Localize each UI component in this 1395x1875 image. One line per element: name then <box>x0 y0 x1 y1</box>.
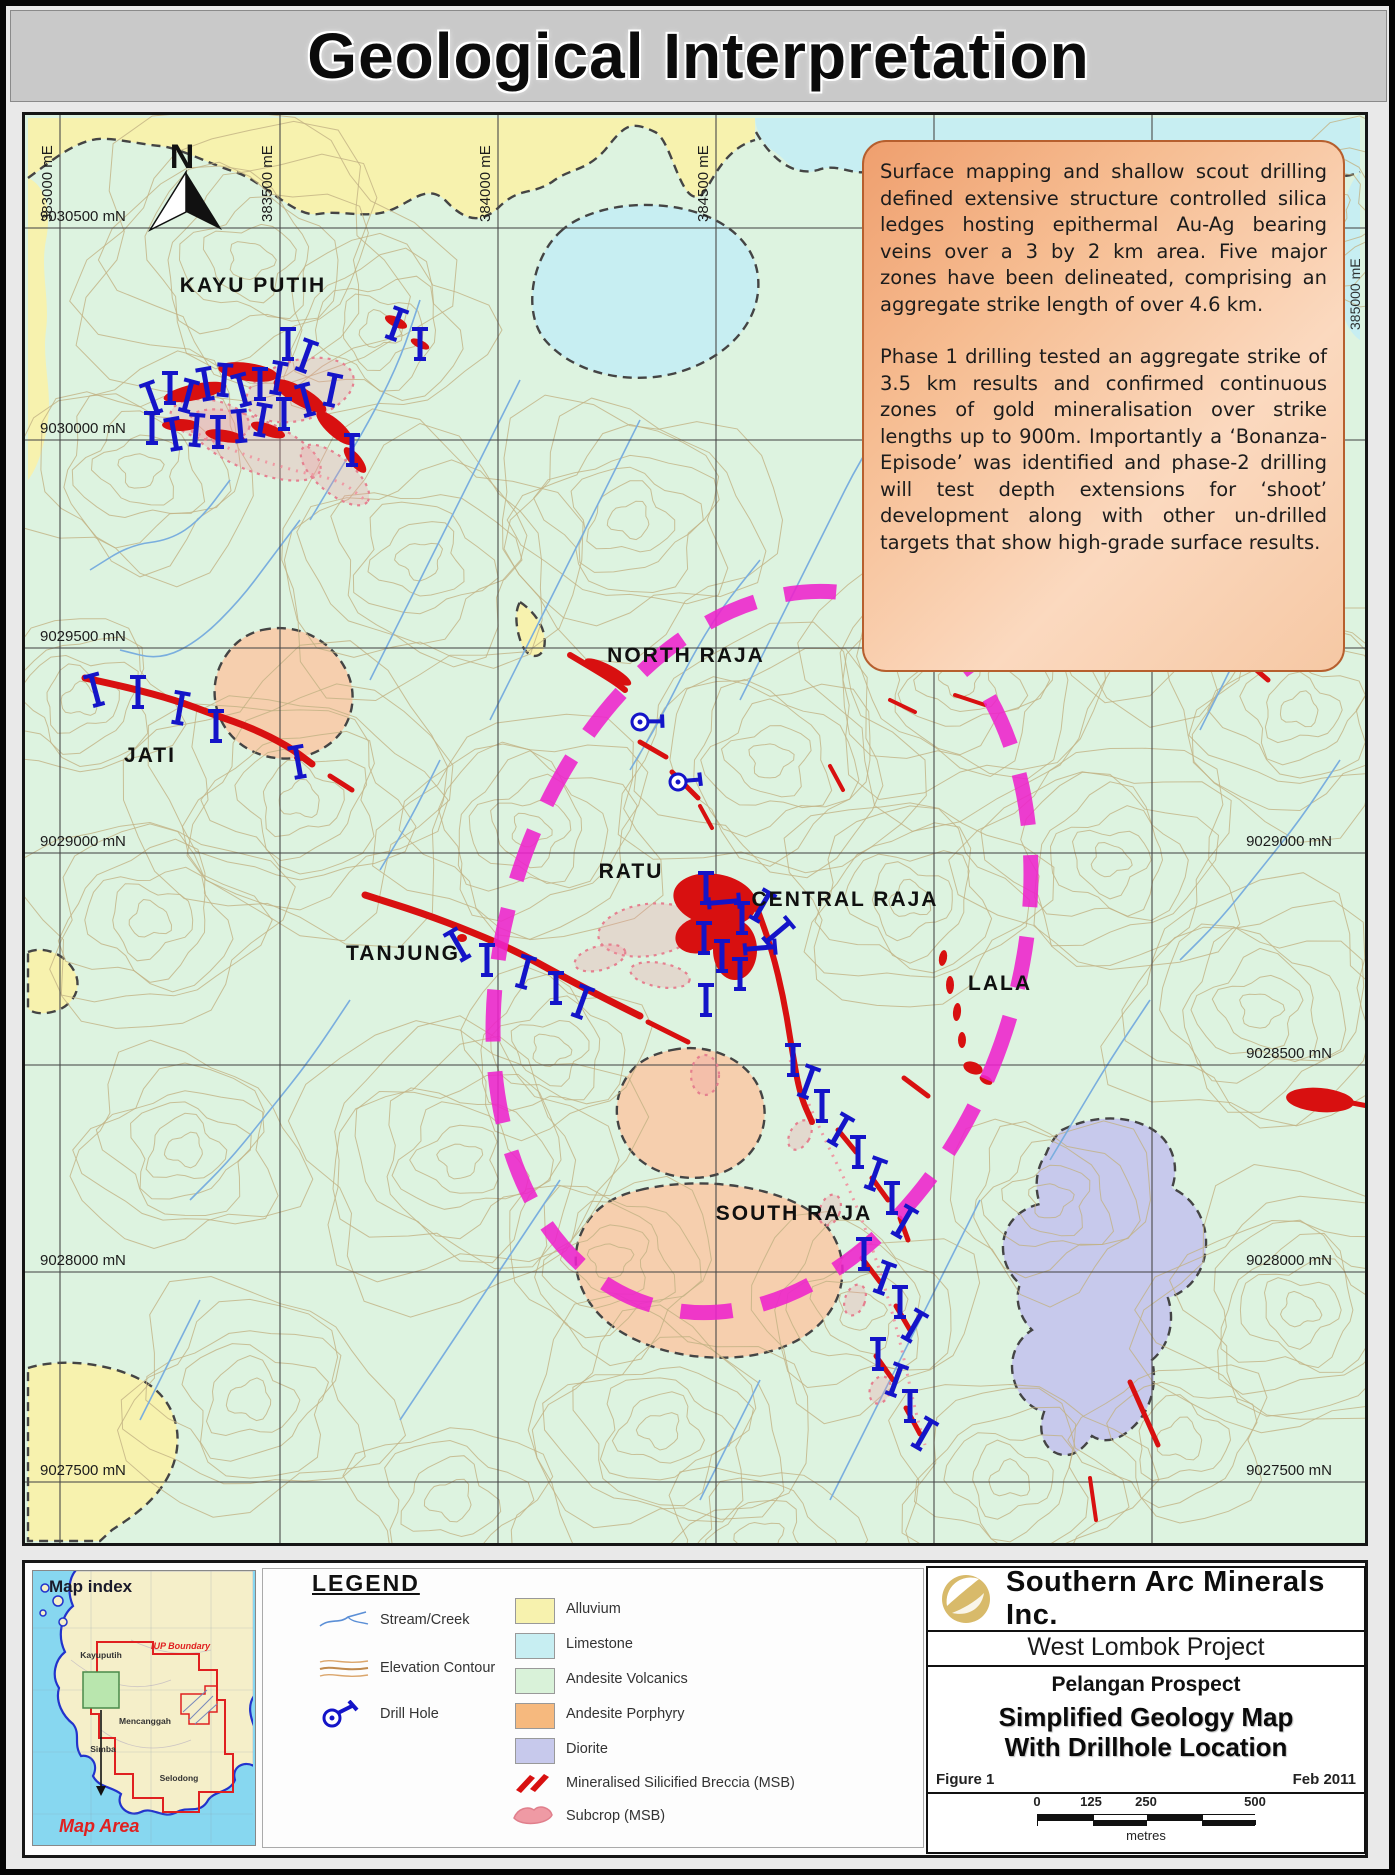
legend-label-stream-creek: Stream/Creek <box>380 1612 470 1628</box>
msb-icon <box>512 1770 556 1801</box>
zone-label-tanjung: TANJUNG <box>346 942 460 965</box>
northing-label: 9027500 mN <box>40 1462 126 1479</box>
legend-label-drill-hole: Drill Hole <box>380 1706 439 1722</box>
annotation-box <box>862 140 1345 672</box>
geology-porphyry-ratu <box>617 1048 765 1178</box>
legend-label-elevation-contour: Elevation Contour <box>380 1660 496 1676</box>
elevation-contour-icon <box>318 1656 370 1687</box>
northing-label: 9028500 mN <box>1246 1045 1332 1062</box>
zone-label-north-raja: NORTH RAJA <box>607 644 765 667</box>
stream-creek-icon <box>318 1608 370 1637</box>
index-islet <box>53 1596 63 1606</box>
msb-body <box>946 976 954 994</box>
msb-body <box>457 934 467 942</box>
legend-heading: LEGEND <box>312 1570 420 1596</box>
easting-label: 384500 mE <box>695 145 712 222</box>
map-date: Feb 2011 <box>1292 1771 1356 1788</box>
map-title-line1: Simplified Geology Map <box>998 1702 1294 1732</box>
prospect-name: Pelangan Prospect <box>1051 1673 1241 1696</box>
legend-label-andesite-porphyry: Andesite Porphyry <box>566 1706 685 1722</box>
index-boundary-label: IUP Boundary <box>151 1641 211 1651</box>
index-map-area-rect <box>83 1672 119 1708</box>
svg-text:N: N <box>169 138 195 176</box>
annotation-paragraph-2: Phase 1 drilling tested an aggregate strike of 3.5 km results and confirmed continuous zones of gold mineralisation over strike lengths up to 900m. Importantly a ‘Bonanza-Episode’ was identified and phase-2 drilling will test depth extensions for ‘shoot’ development along with other un-drilled targets that show high-grade surface results. <box>880 345 1327 554</box>
company-logo <box>940 1573 992 1625</box>
page-title: Geological Interpretation <box>307 20 1090 92</box>
legend-label-andesite-volcanics: Andesite Volcanics <box>566 1671 688 1687</box>
legend-swatch-alluvium <box>515 1598 555 1624</box>
company-name: Southern Arc Minerals Inc. <box>1006 1566 1325 1631</box>
project-name: West Lombok Project <box>928 1630 1364 1667</box>
legend-label-limestone: Limestone <box>566 1636 633 1652</box>
legend-swatch-limestone <box>515 1633 555 1659</box>
legend-label-diorite: Diorite <box>566 1741 608 1757</box>
annotation-paragraph-1: Surface mapping and shallow scout drilling defined extensive structure controlled silica ledges hosting epithermal Au-Ag bearing veins over a 3 by 2 km area. Five major zones have been delineated, comprising an aggregate strike length of over 4.6 km. <box>880 160 1327 316</box>
zone-label-jati: JATI <box>124 744 176 767</box>
easting-label-edge: 385000 mE <box>1347 258 1363 330</box>
easting-label: 383500 mE <box>259 145 276 222</box>
index-islet <box>41 1584 49 1592</box>
northing-label: 9029000 mN <box>40 833 126 850</box>
figure-number: Figure 1 <box>936 1771 995 1788</box>
title-bar <box>10 10 1387 102</box>
northing-label: 9030500 mN <box>40 208 126 225</box>
northing-label: 9027500 mN <box>1246 1462 1332 1479</box>
zone-label-ratu: RATU <box>598 860 664 883</box>
drill-hole-icon <box>318 1700 370 1735</box>
index-title: Map index <box>49 1577 133 1596</box>
zone-label-lala: LALA <box>968 972 1032 995</box>
map-title-row <box>928 1665 1364 1794</box>
scale-tick-0: 0 <box>1033 1794 1041 1809</box>
legend-swatch-andesite-porphyry <box>515 1703 555 1729</box>
scale-tick-250: 250 <box>1135 1794 1157 1809</box>
scale-unit: metres <box>1126 1828 1166 1843</box>
northing-label: 9030000 mN <box>40 420 126 437</box>
map-index-panel <box>32 1570 256 1846</box>
index-islet <box>40 1610 46 1616</box>
index-islet <box>59 1618 67 1626</box>
map-title-line2: With Drillhole Location <box>1004 1731 1288 1762</box>
zone-label-south-raja: SOUTH RAJA <box>715 1202 873 1225</box>
index-place-kayuputih: Kayuputih <box>80 1650 122 1660</box>
index-map-area-label: Map Area <box>59 1816 140 1836</box>
easting-label: 383000 mE <box>39 145 56 222</box>
scale-tick-125: 125 <box>1080 1794 1102 1809</box>
northing-label: 9029000 mN <box>1246 833 1332 850</box>
scalebar-row <box>928 1792 1364 1852</box>
legend-swatch-andesite-volcanics <box>515 1668 555 1694</box>
title-block <box>926 1566 1366 1854</box>
legend-label-subcrop: Subcrop (MSB) <box>566 1808 666 1824</box>
northing-label: 9028000 mN <box>1246 1252 1332 1269</box>
company-row <box>928 1568 1364 1632</box>
subcrop-icon <box>510 1800 558 1835</box>
zone-label-central-raja: CENTRAL RAJA <box>751 888 939 911</box>
legend-label-msb: Mineralised Silicified Breccia (MSB) <box>566 1775 795 1791</box>
index-place-selodong: Selodong <box>159 1773 199 1783</box>
map-index-canvas <box>33 1571 253 1843</box>
easting-label: 384000 mE <box>477 145 494 222</box>
zone-label-kayu-putih: KAYU PUTIH <box>179 274 327 297</box>
scale-tick-500: 500 <box>1244 1794 1266 1809</box>
subcrop-area <box>691 1055 719 1095</box>
northing-label: 9028000 mN <box>40 1252 126 1269</box>
scale-bar <box>1037 1814 1255 1826</box>
index-place-mencanggah: Mencanggah <box>119 1716 171 1726</box>
northing-label: 9029500 mN <box>40 628 126 645</box>
legend-label-alluvium: Alluvium <box>566 1601 621 1617</box>
index-place-simba: Simba <box>90 1744 116 1754</box>
map-title <box>928 1703 1364 1763</box>
legend-swatch-diorite <box>515 1738 555 1764</box>
msb-body <box>958 1032 966 1048</box>
